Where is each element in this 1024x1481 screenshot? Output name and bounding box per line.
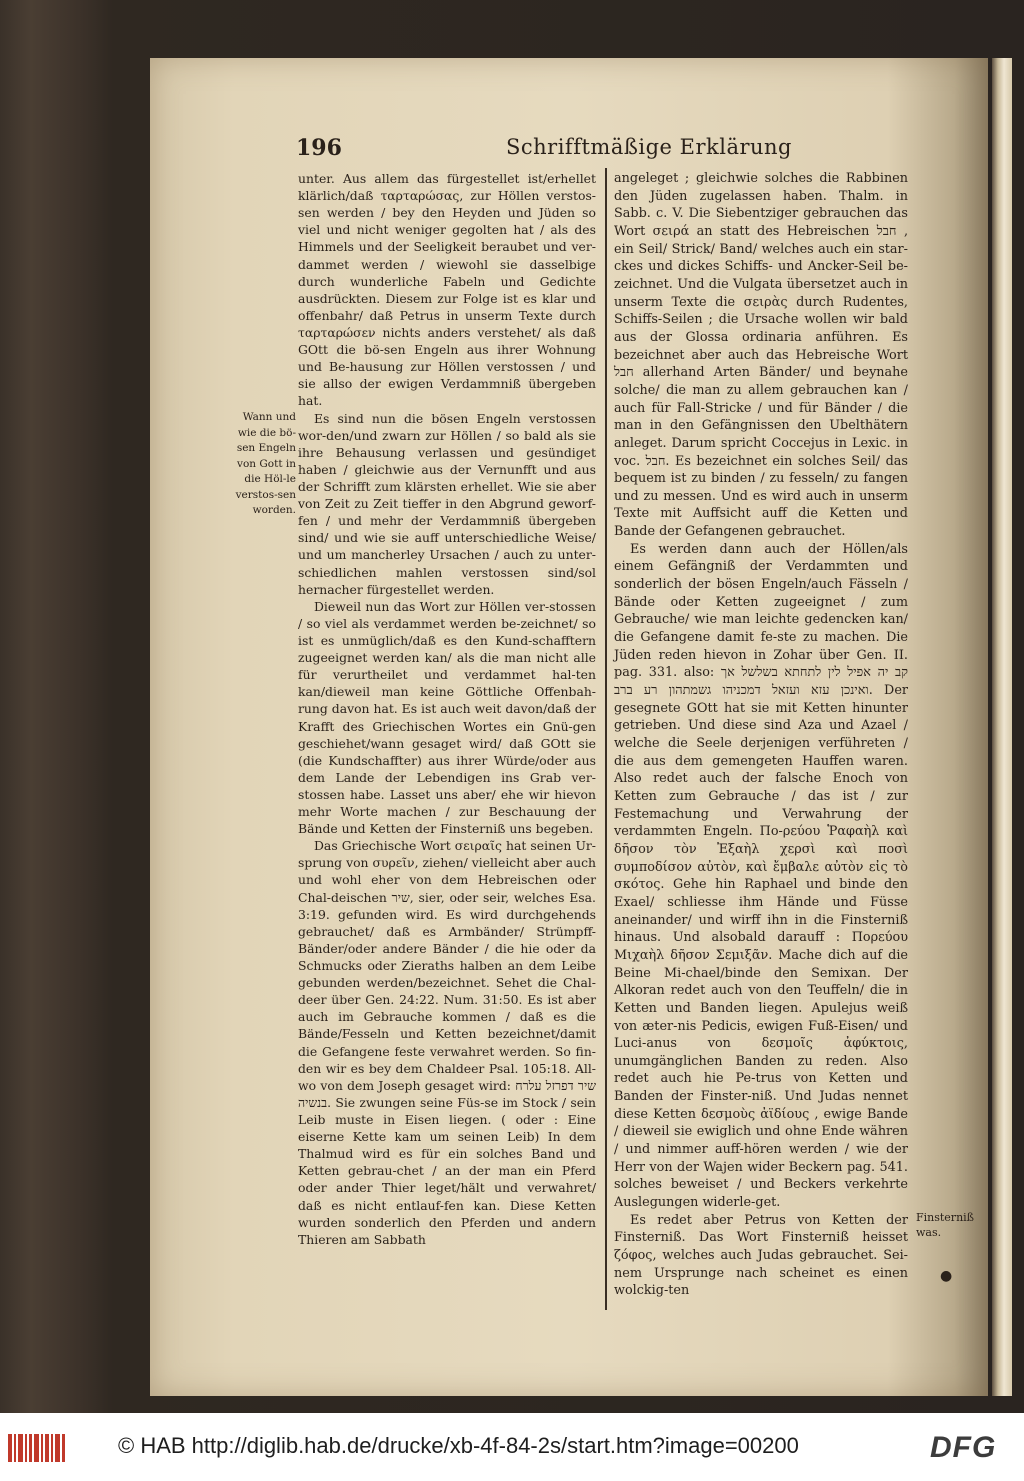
paragraph: angeleget ; gleichwie solches die Rabbinen den Jüden zugelassen haben. Thalm. in Sabb. c. V. Die Siebentziger gebrauchen das Wort σειρά an statt des Hebreischen חבל , ein Seil/ Strick/ Band/ welches auch ein star-ckes und dickes Schiffs- und Ancker-Seil be-zeichnet. Und die Vulgata übersetzet auch in unserm Texte die σειρὰς durch Rudentes, Schiffs-Seilen ; die Ursache wollen wir bald aus der Glossa ordinaria anführen. Es bezeichnet aber auch das Hebreische Wort חבל allerhand Arten Bänder/ und beynahe solche/ die man zu allem gebrauchen kan / auch für Fall-Stricke / und für Bänder / die man in den Gefängnissen den Ubelthätern anleget. Darum spricht Coccejus in Lexic. in voc. חבל. Es bezeichnet ein solches Seil/ das bequem ist zu binden / zu fesseln/ zu fangen und zu messen. Und es wird auch in unserm Texte mit Auffsicht auff die Ketten und Bande der Gefangenen gebrauchet. [614, 171, 909, 540]
page-fold-edge [992, 58, 1012, 1396]
paragraph: Das Griechische Wort σειραῖς hat seinen Ur-sprung von συρεῖν, ziehen/ vielleicht aber auch und wohl eher von dem Hebreischen oder Chal-deischen שיר, sier, oder seir, welches Esa. 3:19. gefunden wird. Es wird durchgehends gebrauchet/ daß es Armbänder/ Strümpff-Bänder/oder andere Bänder / die hie oder da Schmucks oder Zieraths halben an dem Leibe gebunden werden/bezeichnet. Sehet die Chal-deer über Gen. 24:22. Num. 31:50. Es ist aber auch im Gebrauche kommen / daß es die Bände/Fesseln und Ketten bezeichnet/damit die Gefangene feste verwahret werden. So fin-den wir es bey dem Chaldeer Psal. 105:18. All-wo von dem Joseph gesaget wird: שיר דפרזל עלרח בנשיה. Sie zwungen seine Füs-se im Stock / sein Leib muste in Eisen liegen. ( oder : Eine eiserne Kette kam um seinen Leib) In dem Thalmud wird es für ein solches Band und Ketten gebrau-chet / an der man ein Pferd oder ander Thier leget/hält und verwahret/ daß es nicht entlauf-fen kan. Diese Ketten wurden sonderlich den Pferden und andern Thieren am Sabbath [298, 838, 596, 1247]
ink-dot: ● [940, 1268, 953, 1284]
left-column [298, 170, 596, 1248]
margin-note-right: Finsterniß was. [916, 1211, 975, 1239]
margin-note-left: Wann und wie die bö-sen Engeln von Gott in die Höl-le verstos-sen worden. [235, 411, 296, 516]
library-barcode-icon [8, 1434, 68, 1462]
paragraph: unter. Aus allem das fürgestellet ist/erhellet klärlich/daß ταρταρώσας, zur Höllen verstos-sen werden / bey den Heyden und Jüden so viel und nicht weniger gegolten hat / als des Himmels und der Seeligkeit beraubet und ver-dammet werden / wiewohl sie dasselbige durch wunderliche Fabeln und Gedichte ausdrückten. Diesem zur Folge ist es klar und offenbahr/ daß Petrus in unserm Texte durch ταρταρώσεν nichts anders verstehet/ als daß GOtt die bö-sen Engeln aus ihrer Wohnung und Be-hausung zur Höllen verstossen / und sie allso der ewigen Verdammniß übergeben hat. [298, 171, 596, 409]
paragraph: Dieweil nun das Wort zur Höllen ver-stossen / so viel als verdammet werden be-zeichnet/ so ist es unmüglich/daß es den Kund-schafftern zugeeignet werden kan/ als die man nicht alle für verurtheilet und verdammet hal-ten kan/dieweil man keine Göttliche Offenbah-rung davon hat. Es ist auch weit davon/daß der Krafft des Griechischen Wortes ein Gnü-gen geschiehet/wann gesaget wird/ daß GOtt sie (die Kundschaffter) aus ihrer Würde/oder aus dem Lande der Lebendigen ins Grab ver-stossen habe. Lasset uns aber/ ehe wir hievon mehr Worte machen / zur Beschauung der Bände und Ketten der Finsterniß uns begeben. [298, 598, 596, 837]
source-link[interactable]: © HAB http://diglib.hab.de/drucke/xb-4f-84-2s/start.htm?image=00200 [118, 1433, 799, 1458]
page-header [296, 135, 916, 165]
paragraph: Es werden dann auch der Höllen/als einem Gefängniß der Verdammten und sonderlich der bösen Engeln/auch Fässeln / Bände oder Ketten zugeeignet / zum Gebrauche/ wie man leichte gedencken kan/ die Gefangene damit fe-ste zu machen. Die Jüden reden hievon in Zohar über Gen. II. pag. 331. also: קב יה אפיל לין לתחתא בשלשל אך ואינכן עזא ועזאל דמכניהו גשמתהון רע ברב. Der gesegnete GOtt hat sie mit Ketten hinunter getrieben. Und diese sind Aza und Azael / welche die Seele derjenigen verführeten / die aus dem gemengeten Hauffen waren. Also redet auch der falsche Enoch von Ketten zum Gebrauche / das ist / zur Festemachung und Verwahrung der verdammten Engeln. Πο-ρεύου Ῥαφαὴλ καὶ δῆσον τὸν Ἐξαὴλ χερσὶ καὶ ποσὶ συμποδίσον αὐτὸν, καὶ ἔμβαλε αὐτὸν εἰς τὸ σκότος. Gehe hin Raphael und binde den Exael/ schliesse ihm Hände und Füsse aneinander/ und wirff ihn in die Finsterniß hinaus. Und alsobald darauff : Πορεύου Μιχαὴλ δῆσον Σεμιξᾶν. Mache dich auf die Beine Mi-chael/binde den Semixan. Der Alkoran redet auch von den Teuffeln/ die in Ketten und Banden liegen. Apulejus weiß von æter-nis Pedicis, ewigen Fuß-Eisen/ und Luci-anus von δεσμοῖς ἀφύκτοις, unumgänglichen Banden zu reden. Also redet auch hie Pe-trus von Ketten und Banden der Finster-niß. Und Judas nennet diese Ketten δεσμοὺς ἀϊδίους , ewige Bande / dieweil sie ewiglich und ohne Ende währen / und nimmer auff-hören werden / wie der Herr von der Wajen wider Beckern pag. 541. solches beweiset / und Beckers verkehrte Auslegungen widerle-get. [614, 541, 909, 1211]
paragraph: Es sind nun die bösen Engeln verstossen wor-den/und zwarn zur Höllen / so bald als sie ihre Behausung verlassen und gesündiget haben / gleichwie aus der Vernunfft und aus der Schrifft zum klärsten erhellet. Wie sie aber von Zeit zu Zeit tieffer in den Abgrund geworf-fen / und mehr der Verdammniß übergeben sind/ und wie sie auff unterschiedliche Weise/ und um mancherley Ursachen / auch zu unter-schiedlichen mahlen verstossen sind/sol hernacher fürgestellet werden. [298, 410, 596, 597]
paragraph: Es redet aber Petrus von Ketten der Finsterniß. Das Wort Finsterniß heisset ζόφος, welches auch Judas gebrauchet. Sei-nem Ursprunge nach scheinet es einen wolckig-ten [614, 1212, 908, 1299]
page-number: 196 [296, 135, 342, 161]
running-head: Schrifftmäßige Erklärung [506, 135, 792, 159]
right-column [614, 170, 908, 1300]
column-divider [605, 168, 607, 1310]
dfg-logo: DFG [930, 1431, 997, 1464]
